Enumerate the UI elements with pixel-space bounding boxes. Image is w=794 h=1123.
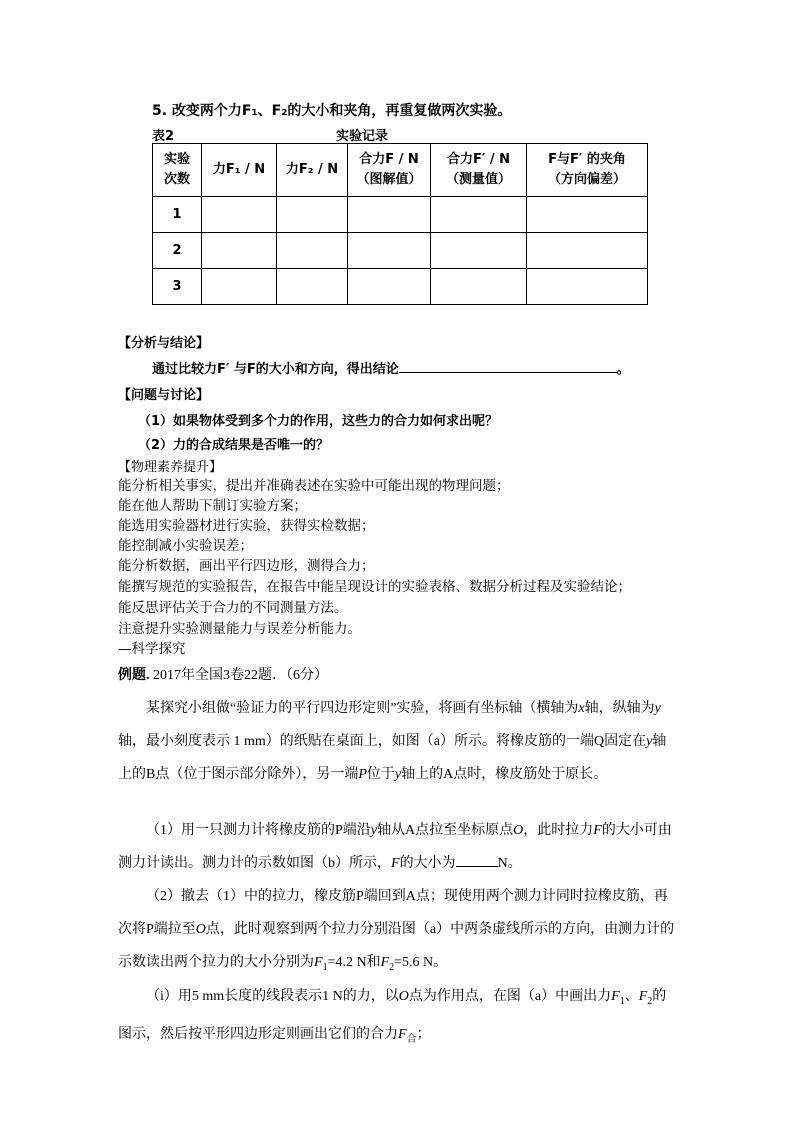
conclusion-blank[interactable] <box>399 358 617 373</box>
table-cell[interactable] <box>527 269 648 305</box>
table-cell[interactable] <box>527 197 648 233</box>
example-paragraph-1: 某探究小组做“验证力的平行四边形定则”实验，将画有坐标轴（横轴为x轴，纵轴为y轴，最小刻度表示 1 mm）的纸贴在桌面上，如图（a）所示。将橡皮筋的一端Q固定在y轴上的B点（位于图示部分除外），另一端P位于y轴上的A点时，橡皮筋处于原长。 <box>118 701 667 782</box>
table-header-row <box>153 144 648 197</box>
table-row <box>153 269 648 305</box>
record-table <box>152 143 648 305</box>
row-number: 2 <box>153 233 202 269</box>
literacy-item: 能在他人帮助下制订实验方案； <box>118 498 307 514</box>
example-source: 2017年全国3卷22题．（6分） <box>153 668 328 683</box>
literacy-item: 能反思评估关于合力的不同测量方法。 <box>118 600 348 616</box>
header-cell-resultant-graph: 合力F / N （图解值） <box>348 144 431 197</box>
table-cell[interactable] <box>277 269 348 305</box>
table-cell[interactable] <box>348 233 431 269</box>
table-cell[interactable] <box>431 197 527 233</box>
analysis-heading: 【分析与结论】 <box>118 336 210 351</box>
table-cell[interactable] <box>277 233 348 269</box>
table-label: 表2 <box>152 129 175 144</box>
table-row <box>153 233 648 269</box>
literacy-item: 能分析相关事实，提出并准确表述在实验中可能出现的物理问题； <box>118 478 510 494</box>
example-header <box>118 664 328 684</box>
header-cell-f1: 力F₁ / N <box>202 144 277 197</box>
example-paragraph-3: （2）撤去（1）中的拉力，橡皮筋P端回到A点；现使用两个测力计同时拉橡皮筋，再次将P端拉至O点，此时观察到两个拉力分别沿图（a）中两条虚线所示的方向，由测力计的示数读出两个拉力的大小分别为$F_1=4.2$ N和$F_2=5.6$ N。 <box>118 889 675 973</box>
answer-blank[interactable] <box>456 852 498 867</box>
table-cell[interactable] <box>348 197 431 233</box>
row-number: 1 <box>153 197 202 233</box>
header-cell-angle: F与F′ 的夹角 （方向偏差） <box>527 144 648 197</box>
table-cell[interactable] <box>202 197 277 233</box>
table-cell[interactable] <box>202 269 277 305</box>
discussion-heading: 【问题与讨论】 <box>118 388 210 403</box>
table-cell[interactable] <box>202 233 277 269</box>
example-paragraph-2: （1）用一只测力计将橡皮筋的P端沿y轴从A点拉至坐标原点O，此时拉力F的大小可由测力计读出。测力计的示数如图（b）所示，F的大小为 N。 <box>118 823 672 871</box>
table-cell[interactable] <box>348 269 431 305</box>
literacy-heading: 【物理素养提升】 <box>118 460 223 475</box>
literacy-item: 注意提升实验测量能力与误差分析能力。 <box>118 621 361 637</box>
literacy-item: 能控制减小实验误差； <box>118 538 253 554</box>
table-title: 实验记录 <box>336 129 389 144</box>
table-row <box>153 197 648 233</box>
literacy-item: 能撰写规范的实验报告，在报告中能呈现设计的实验表格、数据分析过程及实验结论； <box>118 579 631 595</box>
discussion-question-2: （2）力的合成结果是否唯一的？ <box>138 438 330 453</box>
literacy-item: 能选用实验器材进行实验，获得实检数据； <box>118 518 375 534</box>
table-cell[interactable] <box>277 197 348 233</box>
literacy-item: 能分析数据，画出平行四边形，测得合力； <box>118 558 375 574</box>
step-5-text: 5. 改变两个力F₁、F₂的大小和夹角，再重复做两次实验。 <box>152 103 512 119</box>
analysis-text: 通过比较力F′ 与F的大小和方向，得出结论 <box>152 362 399 377</box>
analysis-line <box>152 358 630 377</box>
analysis-end: 。 <box>616 362 630 377</box>
example-paragraph-4: （i）用5 mm长度的线段表示1 N的力，以O点为作用点，在图（a）中画出力$F_1$、$F_2$的图示，然后按平形四边形定则画出它们的合力$F_合$； <box>118 989 667 1045</box>
row-number: 3 <box>153 269 202 305</box>
header-cell-trial: 实验 次数 <box>153 144 202 197</box>
discussion-question-1: （1）如果物体受到多个力的作用，这些力的合力如何求出呢？ <box>138 414 499 429</box>
table-cell[interactable] <box>431 233 527 269</box>
table-cell[interactable] <box>431 269 527 305</box>
table-cell[interactable] <box>527 233 648 269</box>
header-cell-resultant-measured: 合力F′ / N （测量值） <box>431 144 527 197</box>
example-label: 例题. <box>118 668 150 683</box>
literacy-item: —科学探究 <box>118 641 186 657</box>
header-cell-f2: 力F₂ / N <box>277 144 348 197</box>
